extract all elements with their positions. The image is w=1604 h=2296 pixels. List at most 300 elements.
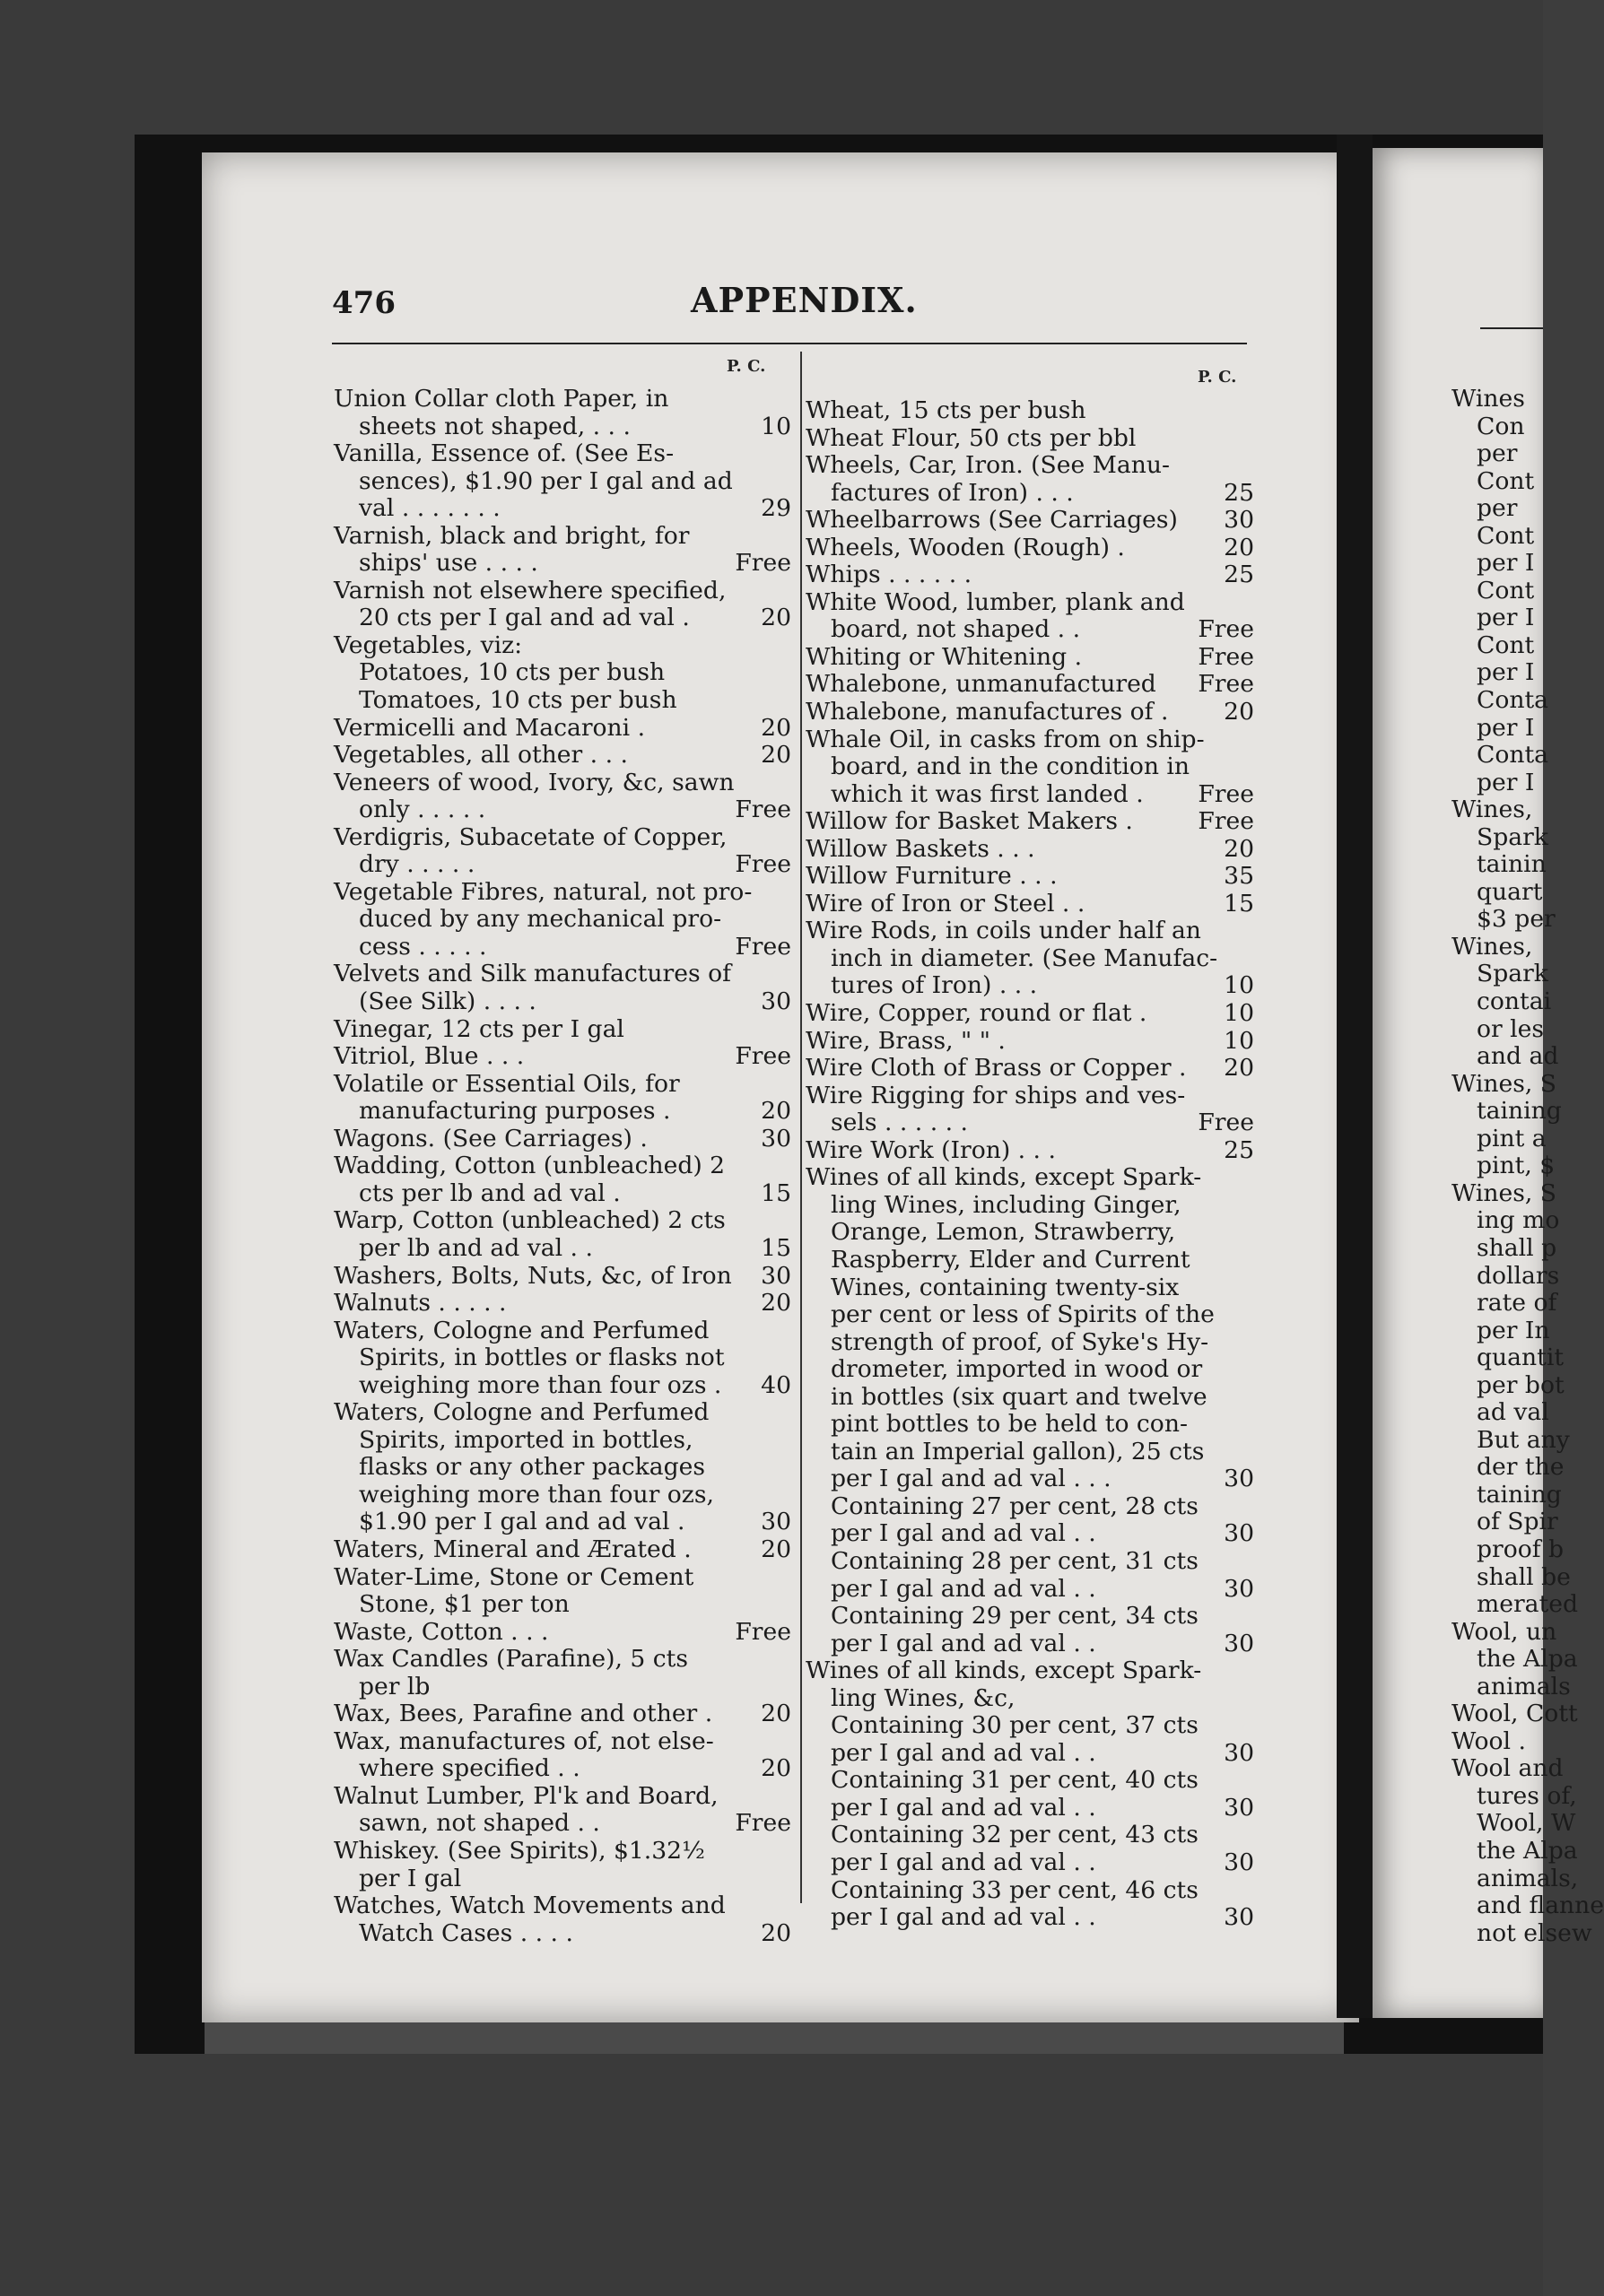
entry-line <box>1451 687 1550 715</box>
entry-text: Wire Work (Iron) . . . <box>806 1135 1056 1164</box>
entry-line <box>334 687 791 715</box>
entry-line <box>1451 1590 1578 1619</box>
entry-text: Con <box>1477 412 1525 440</box>
entry-text: Tomatoes, 10 cts per bush <box>359 686 677 715</box>
entry-line <box>806 699 1254 726</box>
entry-text: ling Wines, including Ginger, <box>831 1190 1181 1219</box>
entry-text: Spark <box>1477 960 1548 988</box>
entry-text: Waters, Mineral and Ærated . <box>334 1535 692 1563</box>
entry-line <box>1451 1754 1564 1783</box>
entry-text: tainin <box>1477 850 1547 879</box>
entry-rate: 30 <box>1224 1465 1254 1493</box>
entry-text: Containing 30 per cent, 37 cts <box>831 1711 1199 1740</box>
entry-text: Wool, un <box>1451 1617 1557 1646</box>
entry-text: not elsew <box>1477 1918 1592 1947</box>
header-rule <box>332 343 1247 344</box>
entry-line <box>806 397 1254 425</box>
entry-text: Wool, Cott <box>1451 1700 1578 1728</box>
entry-text: pint a <box>1477 1124 1547 1152</box>
entry-text: animals <box>1477 1672 1571 1700</box>
entry-rate: 20 <box>1224 834 1254 863</box>
entry-line <box>806 1740 1254 1768</box>
entry-line <box>806 1000 1254 1028</box>
entry-text: in bottles (six quart and twelve <box>831 1382 1207 1411</box>
entry-line <box>1451 413 1550 441</box>
entry-rate: 10 <box>1224 971 1254 1000</box>
entry-rate: 20 <box>1224 698 1254 726</box>
entry-line <box>806 1712 1254 1740</box>
entry-rate: 15 <box>1224 889 1254 918</box>
entry-line <box>1451 1206 1560 1235</box>
header-rule-right <box>1480 327 1543 329</box>
entry-text: Wax Candles (Parafine), 5 cts <box>334 1645 689 1674</box>
entry-text: board, and in the condition in <box>831 752 1190 781</box>
entry-line <box>334 1071 791 1099</box>
entry-text: flasks or any other packages <box>359 1453 705 1482</box>
entry-line <box>1451 824 1550 852</box>
entry-line <box>806 1384 1254 1412</box>
entry-line <box>1451 468 1550 496</box>
book-spine <box>1337 135 1373 2018</box>
entry-text: tain an Imperial gallon), 25 cts <box>831 1437 1205 1465</box>
entry-rate: 20 <box>761 713 791 742</box>
entry-text: Containing 27 per cent, 28 cts <box>831 1492 1199 1520</box>
entry-line <box>1451 715 1550 743</box>
entry-text: animals, <box>1477 1864 1579 1892</box>
entry-line <box>806 918 1254 945</box>
entry-rate: Free <box>1198 807 1254 836</box>
column-divider <box>800 352 802 1903</box>
entry-text: Water-Lime, Stone or Cement <box>334 1562 694 1591</box>
entry-text: Wire of Iron or Steel . . <box>806 889 1085 918</box>
entry-text: Wagons. (See Carriages) . <box>334 1124 648 1152</box>
entry-text: Wool . <box>1451 1726 1526 1755</box>
entry-text: Spirits, imported in bottles, <box>359 1425 693 1454</box>
entry-line <box>1451 961 1550 988</box>
entry-line <box>1451 1289 1557 1318</box>
entry-text: factures of Iron) . . . <box>831 478 1074 507</box>
entry-rate: Free <box>1198 670 1254 699</box>
entry-line <box>1451 1728 1550 1756</box>
entry-text: per <box>1477 494 1518 523</box>
entry-text: board, not shaped . . <box>831 615 1081 644</box>
entry-text: per In <box>1477 1316 1550 1344</box>
entry-rate: 35 <box>1224 862 1254 891</box>
entry-line <box>334 1564 791 1592</box>
entry-rate: 30 <box>1224 1793 1254 1822</box>
entry-rate: 30 <box>1224 1629 1254 1657</box>
entry-line <box>1451 851 1550 879</box>
entry-line <box>806 616 1254 644</box>
entry-line <box>1451 1318 1550 1345</box>
entry-text: Orange, Lemon, Strawberry, <box>831 1218 1176 1247</box>
entry-line <box>1451 1918 1592 1948</box>
col1-header: P. C. <box>727 357 766 376</box>
entry-line <box>1451 1672 1571 1701</box>
entry-rate: 15 <box>761 1233 791 1262</box>
entry-text: $3 per <box>1477 905 1556 934</box>
entry-text: pint, $ <box>1477 1152 1556 1180</box>
entry-rate: 20 <box>1224 1054 1254 1083</box>
entry-line <box>334 578 791 605</box>
entry-rate: 30 <box>761 1261 791 1290</box>
entry-text: per I gal and ad val . . . <box>831 1465 1111 1493</box>
entry-rate: 15 <box>761 1178 791 1207</box>
entry-line <box>806 1164 1254 1192</box>
entry-text: ling Wines, &c, <box>831 1683 1016 1712</box>
entry-line <box>334 1372 791 1400</box>
entry-line <box>334 961 791 988</box>
entry-text: per I gal and ad val . . <box>831 1793 1096 1822</box>
entry-text: dollars <box>1477 1261 1560 1290</box>
entry-text: duced by any mechanical pro- <box>359 905 722 934</box>
entry-text: Walnut Lumber, Pl'k and Board, <box>334 1781 719 1810</box>
entry-rate: Free <box>735 796 791 824</box>
entry-line <box>806 1329 1254 1357</box>
entry-line <box>334 1755 791 1783</box>
entry-line <box>806 891 1254 918</box>
entry-text: or les <box>1477 1014 1545 1043</box>
entry-line <box>334 468 791 496</box>
entry-text: Wheels, Car, Iron. (See Manu- <box>806 451 1171 480</box>
entry-text: rate of <box>1477 1289 1557 1318</box>
entry-text: Wire, Copper, round or flat . <box>806 999 1147 1028</box>
entry-line <box>1451 1370 1565 1400</box>
entry-line <box>334 851 791 879</box>
entry-text: Wax, Bees, Parafine and other . <box>334 1700 713 1728</box>
entry-text: per I gal and ad val . . <box>831 1848 1096 1876</box>
entry-line <box>806 1904 1254 1932</box>
entry-text: Wheelbarrows (See Carriages) <box>806 506 1178 535</box>
entry-line <box>334 824 791 852</box>
entry-text: Varnish, black and bright, for <box>334 521 690 550</box>
entry-rate: 25 <box>1224 478 1254 507</box>
entry-line <box>806 425 1254 453</box>
entry-text: per I gal and ad val . . <box>831 1629 1096 1657</box>
entry-line <box>806 726 1254 754</box>
entry-line <box>1451 1864 1579 1893</box>
entry-line <box>1451 1809 1576 1838</box>
entry-rate: 20 <box>761 1535 791 1563</box>
entry-line <box>334 1783 791 1811</box>
entry-line <box>1451 1097 1562 1126</box>
entry-text: proof b <box>1477 1535 1565 1563</box>
entry-line <box>1451 604 1550 632</box>
entry-text: Wines of all kinds, except Spark- <box>806 1657 1202 1685</box>
entry-line <box>334 440 791 468</box>
entry-text: Varnish not elsewhere specified, <box>334 576 727 604</box>
entry-text: Wire Rods, in coils under half an <box>806 917 1201 945</box>
entry-line <box>334 1728 791 1756</box>
entry-line <box>334 1399 791 1427</box>
entry-line <box>806 1109 1254 1137</box>
entry-rate: Free <box>1198 1109 1254 1137</box>
entry-line <box>334 1838 791 1866</box>
entry-line <box>334 1482 791 1509</box>
entry-text: per bot <box>1477 1370 1565 1399</box>
entry-text: Velvets and Silk manufactures of <box>334 960 731 988</box>
entry-text: sels . . . . . . <box>831 1109 968 1137</box>
tariff-column-2 <box>806 397 1254 1932</box>
entry-text: per I gal <box>359 1864 462 1892</box>
entry-rate: 20 <box>761 1918 791 1947</box>
entry-rate: 29 <box>761 494 791 523</box>
entry-text: Vanilla, Essence of. (See Es- <box>334 439 675 468</box>
entry-text: Vermicelli and Macaroni . <box>334 713 646 742</box>
entry-line <box>1451 1781 1577 1811</box>
entry-line <box>806 836 1254 864</box>
entry-rate: Free <box>735 1617 791 1646</box>
entry-text: Willow Baskets . . . <box>806 834 1035 863</box>
entry-line <box>334 715 791 743</box>
entry-rate: Free <box>735 549 791 578</box>
entry-text: Wire, Brass, " " . <box>806 1026 1006 1055</box>
entry-text: Whale Oil, in casks from on ship- <box>806 725 1205 753</box>
entry-text: Vegetables, viz: <box>334 631 523 659</box>
entry-line <box>806 1520 1254 1548</box>
entry-text: quart <box>1477 877 1543 906</box>
entry-text: Willow for Basket Makers . <box>806 807 1133 836</box>
entry-text: where specified . . <box>359 1754 580 1783</box>
entry-text: Washers, Bolts, Nuts, &c, of Iron <box>334 1261 732 1290</box>
entry-line <box>334 1646 791 1674</box>
entry-text: per I <box>1477 604 1535 632</box>
entry-line <box>1451 1892 1604 1920</box>
entry-text: quantit <box>1477 1344 1565 1372</box>
entry-rate: Free <box>735 1042 791 1071</box>
entry-rate: 10 <box>1224 999 1254 1028</box>
entry-text: per I gal and ad val . . <box>831 1738 1096 1767</box>
entry-line <box>806 1795 1254 1822</box>
entry-line <box>1451 495 1550 523</box>
entry-text: $1.90 per I gal and ad val . <box>359 1508 685 1536</box>
entry-text: Willow Furniture . . . <box>806 862 1058 891</box>
entry-text: Spark <box>1477 822 1548 851</box>
entry-line <box>334 1290 791 1318</box>
entry-text: Veneers of wood, Ivory, &c, sawn <box>334 768 735 796</box>
entry-line <box>1451 550 1550 578</box>
entry-text: val . . . . . . . <box>359 494 501 523</box>
entry-text: per I gal and ad val . . <box>831 1574 1096 1603</box>
entry-line <box>334 1619 791 1647</box>
entry-text: sences), $1.90 per I gal and ad <box>359 466 733 495</box>
entry-line <box>334 988 791 1016</box>
entry-line <box>1451 905 1556 934</box>
entry-line <box>806 1877 1254 1905</box>
entry-line <box>1451 1016 1550 1044</box>
entry-line <box>334 934 791 961</box>
entry-line <box>806 480 1254 508</box>
entry-line <box>1451 523 1550 551</box>
entry-text: strength of proof, of Syke's Hy- <box>831 1327 1209 1356</box>
entry-text: Wax, manufactures of, not else- <box>334 1726 714 1755</box>
entry-text: Watches, Watch Movements and <box>334 1892 726 1920</box>
entry-line <box>1451 988 1550 1016</box>
entry-rate: 30 <box>1224 1738 1254 1767</box>
entry-rate: 10 <box>1224 1026 1254 1055</box>
entry-text: Union Collar cloth Paper, in <box>334 385 669 413</box>
entry-line <box>1451 1042 1559 1071</box>
entry-line <box>1451 1126 1550 1153</box>
entry-text: Spirits, in bottles or flasks not <box>359 1344 725 1372</box>
entry-line <box>334 879 791 907</box>
entry-text: Conta <box>1477 741 1549 770</box>
entry-text: Cont <box>1477 521 1535 550</box>
entry-text: Wool, W <box>1477 1809 1576 1838</box>
entry-line <box>806 644 1254 672</box>
entry-text: per cent or less of Spirits of the <box>831 1300 1215 1329</box>
entry-text: Wines, <box>1451 796 1533 824</box>
entry-line <box>806 1247 1254 1274</box>
entry-line <box>1451 1069 1557 1099</box>
entry-text: Stone, $1 per ton <box>359 1590 570 1619</box>
entry-text: White Wood, lumber, plank and <box>806 587 1185 616</box>
entry-rate: Free <box>735 1809 791 1838</box>
entry-rate: 30 <box>1224 1519 1254 1548</box>
entry-rate: Free <box>1198 779 1254 808</box>
entry-line <box>334 495 791 523</box>
entry-rate: 20 <box>761 1289 791 1318</box>
entry-line <box>806 1822 1254 1849</box>
entry-text: Cont <box>1477 576 1535 604</box>
entry-line <box>806 1439 1254 1466</box>
entry-line <box>806 753 1254 781</box>
entry-line <box>1451 1535 1565 1564</box>
entry-rate: 20 <box>761 1754 791 1783</box>
entry-text: Whalebone, unmanufactured <box>806 670 1156 699</box>
entry-text: only . . . . . <box>359 796 486 824</box>
entry-line <box>1451 742 1550 770</box>
entry-line <box>806 1576 1254 1604</box>
entry-line <box>1451 1425 1570 1455</box>
entry-text: sawn, not shaped . . <box>359 1809 600 1838</box>
entry-text: Raspberry, Elder and Current <box>831 1245 1190 1274</box>
entry-text: contai <box>1477 987 1552 1016</box>
entry-text: Waste, Cotton . . . <box>334 1617 549 1646</box>
entry-line <box>806 1192 1254 1220</box>
entry-text: Containing 32 per cent, 43 cts <box>831 1821 1199 1849</box>
entry-text: sheets not shaped, . . . <box>359 412 631 440</box>
entry-text: Wire Rigging for ships and ves- <box>806 1081 1186 1109</box>
entry-rate: 20 <box>761 1700 791 1728</box>
entry-line <box>334 1016 791 1044</box>
entry-line <box>334 1866 791 1893</box>
entry-line <box>806 1767 1254 1795</box>
entry-line <box>334 1536 791 1564</box>
entry-text: per lb and ad val . . <box>359 1233 593 1262</box>
entry-line <box>334 770 791 797</box>
entry-line <box>806 1657 1254 1685</box>
entry-text: Wire Cloth of Brass or Copper . <box>806 1054 1187 1083</box>
entry-text: shall be <box>1477 1562 1571 1591</box>
entry-line <box>1451 1261 1560 1291</box>
entry-line <box>334 1152 791 1180</box>
entry-text: ships' use . . . . <box>359 549 538 578</box>
entry-text: tures of Iron) . . . <box>831 971 1038 1000</box>
entry-line <box>806 1301 1254 1329</box>
entry-text: 20 cts per I gal and ad val . <box>359 604 690 632</box>
entry-line <box>334 796 791 824</box>
entry-line <box>334 1920 791 1948</box>
entry-line <box>334 906 791 934</box>
entry-line <box>806 671 1254 699</box>
entry-line <box>334 1674 791 1701</box>
entry-rate: 25 <box>1224 561 1254 589</box>
entry-text: taining <box>1477 1480 1562 1509</box>
entry-line <box>334 1126 791 1153</box>
entry-line <box>806 1685 1254 1713</box>
entry-text: Cont <box>1477 466 1535 495</box>
entry-line <box>334 659 791 687</box>
entry-line <box>334 1454 791 1482</box>
entry-text: weighing more than four ozs . <box>359 1370 722 1399</box>
entry-text: pint bottles to be held to con- <box>831 1410 1188 1439</box>
entry-text: Wines, <box>1451 932 1533 961</box>
entry-line <box>806 1849 1254 1877</box>
entry-line <box>1451 1508 1558 1536</box>
entry-line <box>334 386 791 413</box>
entry-line <box>334 523 791 551</box>
entry-text: Waters, Cologne and Perfumed <box>334 1316 710 1344</box>
entry-line <box>334 1180 791 1208</box>
entry-rate: Free <box>735 850 791 879</box>
entry-text: Wheels, Wooden (Rough) . <box>806 533 1125 561</box>
entry-line <box>1451 1453 1565 1482</box>
entry-text: Cont <box>1477 631 1535 659</box>
entry-text: Waters, Cologne and Perfumed <box>334 1398 710 1427</box>
entry-line <box>806 972 1254 1000</box>
entry-text: Wines, containing twenty-six <box>831 1273 1180 1301</box>
entry-text: tures of, <box>1477 1781 1577 1810</box>
entry-line <box>1451 770 1550 797</box>
entry-text: But any <box>1477 1425 1570 1454</box>
entry-line <box>806 1603 1254 1631</box>
entry-text: Containing 31 per cent, 40 cts <box>831 1766 1199 1795</box>
entry-text: Warp, Cotton (unbleached) 2 cts <box>334 1206 726 1235</box>
entry-line <box>1451 1562 1571 1592</box>
entry-text: dry . . . . . <box>359 850 475 879</box>
entry-line <box>1451 879 1550 907</box>
entry-text: the Alpa <box>1477 1836 1578 1865</box>
entry-line <box>806 1356 1254 1384</box>
entry-text: per lb <box>359 1672 431 1700</box>
entry-rate: 25 <box>1224 1135 1254 1164</box>
entry-text: Whips . . . . . . <box>806 561 972 589</box>
entry-text: of Spir <box>1477 1508 1558 1536</box>
entry-text: weighing more than four ozs, <box>359 1480 714 1509</box>
entry-line <box>1451 1152 1556 1180</box>
entry-text: ad val <box>1477 1398 1549 1427</box>
entry-line <box>1451 440 1550 468</box>
entry-text: (See Silk) . . . . <box>359 987 536 1016</box>
entry-line <box>806 589 1254 617</box>
entry-line <box>806 863 1254 891</box>
entry-line <box>806 507 1254 535</box>
entry-line <box>806 452 1254 480</box>
entry-text: per <box>1477 439 1518 468</box>
entry-text: Containing 33 per cent, 46 cts <box>831 1875 1199 1904</box>
entry-text: Conta <box>1477 686 1549 715</box>
entry-line <box>806 1548 1254 1576</box>
entry-rate: Free <box>1198 615 1254 644</box>
entry-line <box>334 1207 791 1235</box>
entry-text: cts per lb and ad val . <box>359 1178 621 1207</box>
entry-text: per I <box>1477 768 1535 796</box>
entry-text: Wheat, 15 cts per bush <box>806 396 1086 424</box>
col2-header: P. C. <box>1198 368 1237 387</box>
entry-text: Volatile or Essential Oils, for <box>334 1069 680 1098</box>
entry-text: cess . . . . . <box>359 932 487 961</box>
